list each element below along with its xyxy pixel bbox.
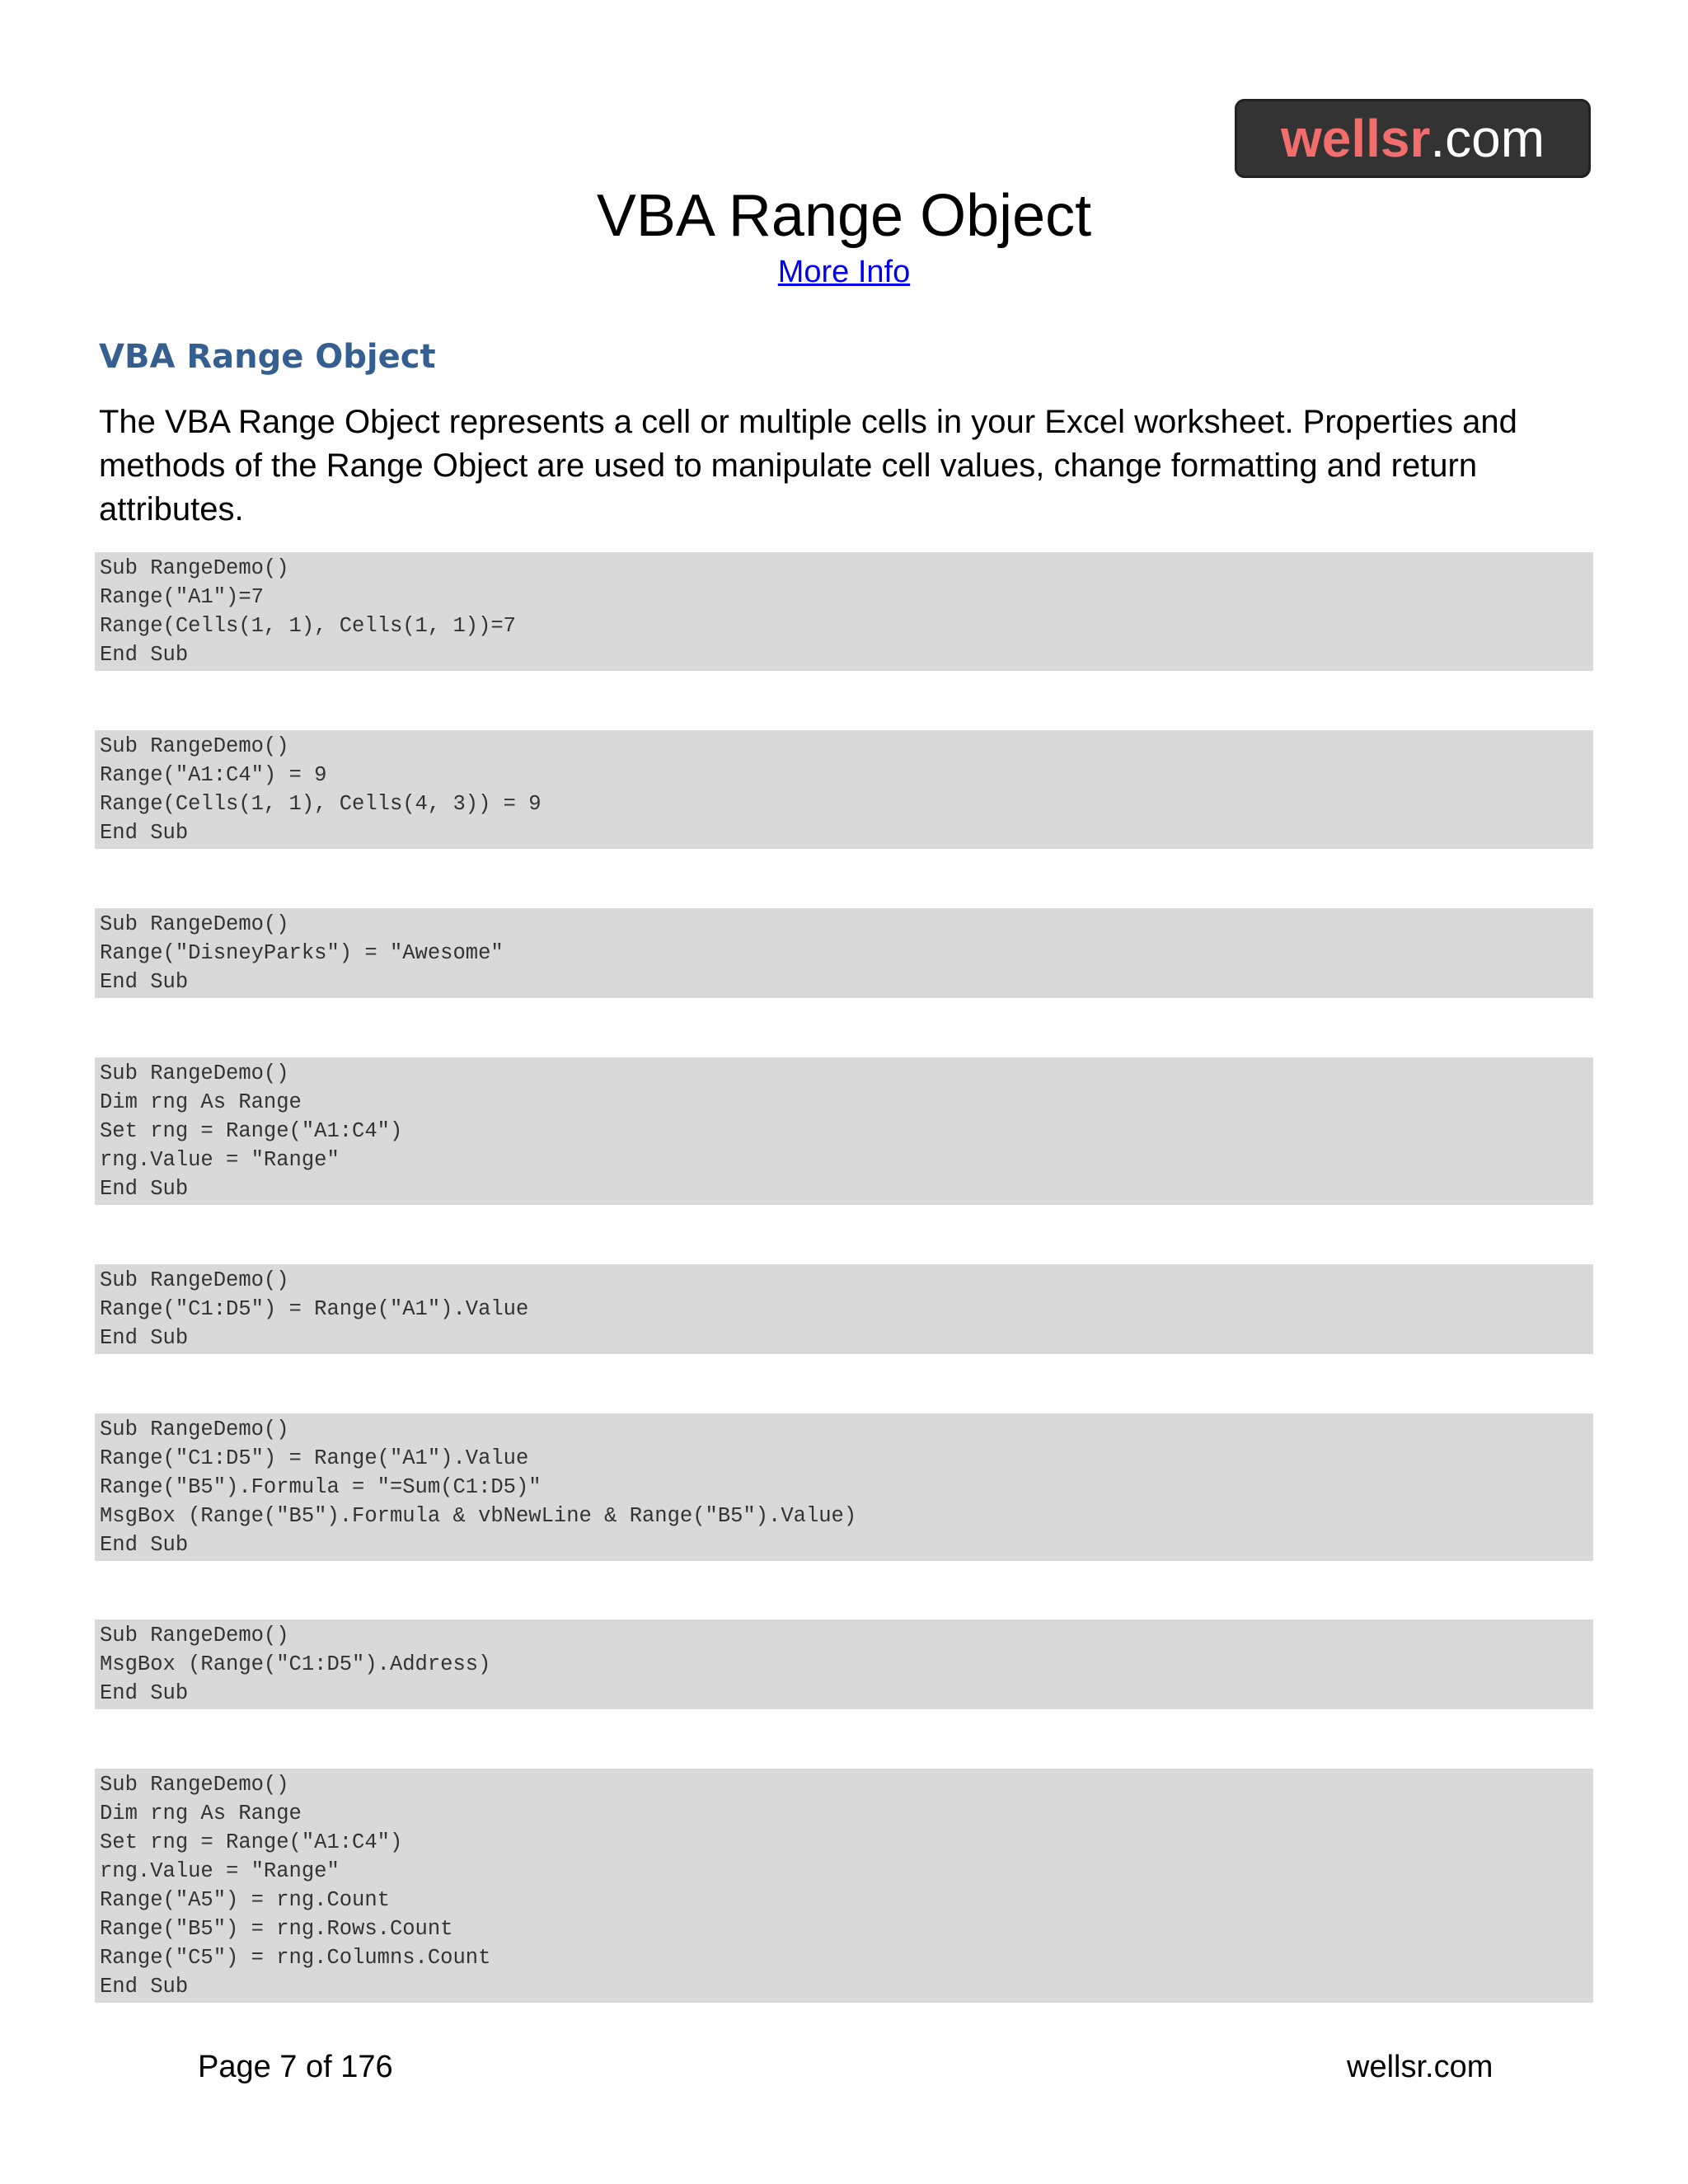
code-line: Range("DisneyParks") = "Awesome" [100, 941, 504, 965]
code-block-3 [95, 908, 1593, 998]
code-line: Sub RangeDemo() [100, 912, 289, 936]
logo-brand: wellsr [1280, 109, 1431, 168]
code-line: Range("C1:D5") = Range("A1").Value [100, 1446, 529, 1470]
code-line: MsgBox (Range("C1:D5").Address) [100, 1652, 491, 1676]
code-line: Sub RangeDemo() [100, 734, 289, 758]
code-line: End Sub [100, 970, 189, 994]
code-block-4 [95, 1057, 1593, 1205]
code-line: Sub RangeDemo() [100, 1624, 289, 1647]
code-line: Range("B5") = rng.Rows.Count [100, 1917, 453, 1941]
code-block-6 [95, 1413, 1593, 1561]
page-number: Page 7 of 176 [198, 2050, 393, 2084]
code-line: End Sub [100, 1533, 189, 1557]
code-line: Range("C5") = rng.Columns.Count [100, 1946, 491, 1970]
more-info-link[interactable]: More Info [777, 255, 911, 289]
code-line: Dim rng As Range [100, 1090, 302, 1114]
code-line: End Sub [100, 1177, 189, 1201]
intro-paragraph: The VBA Range Object represents a cell or multiple cells in your Excel worksheet. Properties and methods of the Range Object are used to manipulate cell values, change formatting and return attributes. [99, 404, 1517, 527]
code-line: Range("A1:C4") = 9 [100, 763, 327, 787]
code-block-7 [95, 1619, 1593, 1709]
code-block-8 [95, 1769, 1593, 2003]
more-info-container [0, 252, 1688, 292]
code-line: Sub RangeDemo() [100, 1773, 289, 1797]
code-line: Set rng = Range("A1:C4") [100, 1119, 403, 1143]
code-line: Range(Cells(1, 1), Cells(4, 3)) = 9 [100, 792, 542, 816]
code-block-1 [95, 552, 1593, 671]
code-line: Sub RangeDemo() [100, 1418, 289, 1441]
wellsr-logo [1235, 99, 1591, 178]
code-line: End Sub [100, 1681, 189, 1705]
code-line: End Sub [100, 821, 189, 845]
code-line: rng.Value = "Range" [100, 1859, 340, 1883]
code-line: Set rng = Range("A1:C4") [100, 1830, 403, 1854]
code-line: Dim rng As Range [100, 1802, 302, 1825]
code-block-2 [95, 730, 1593, 849]
section-heading: VBA Range Object [99, 338, 436, 376]
code-line: Range("C1:D5") = Range("A1").Value [100, 1297, 529, 1321]
code-line: Sub RangeDemo() [100, 1062, 289, 1085]
code-line: MsgBox (Range("B5").Formula & vbNewLine & Range("B5").Value) [100, 1504, 857, 1528]
code-line: End Sub [100, 1326, 189, 1350]
code-line: End Sub [100, 1975, 189, 1999]
logo-tld: .com [1430, 109, 1545, 168]
code-line: End Sub [100, 643, 189, 667]
code-line: Range(Cells(1, 1), Cells(1, 1))=7 [100, 614, 516, 638]
page-title: VBA Range Object [596, 183, 1092, 249]
code-block-5 [95, 1264, 1593, 1354]
code-line: Range("A5") = rng.Count [100, 1888, 390, 1912]
code-line: rng.Value = "Range" [100, 1148, 340, 1172]
code-line: Range("A1")=7 [100, 585, 264, 609]
footer-site: wellsr.com [1347, 2050, 1493, 2084]
code-line: Sub RangeDemo() [100, 556, 289, 580]
code-line: Range("B5").Formula = "=Sum(C1:D5)" [100, 1475, 542, 1499]
code-line: Sub RangeDemo() [100, 1268, 289, 1292]
